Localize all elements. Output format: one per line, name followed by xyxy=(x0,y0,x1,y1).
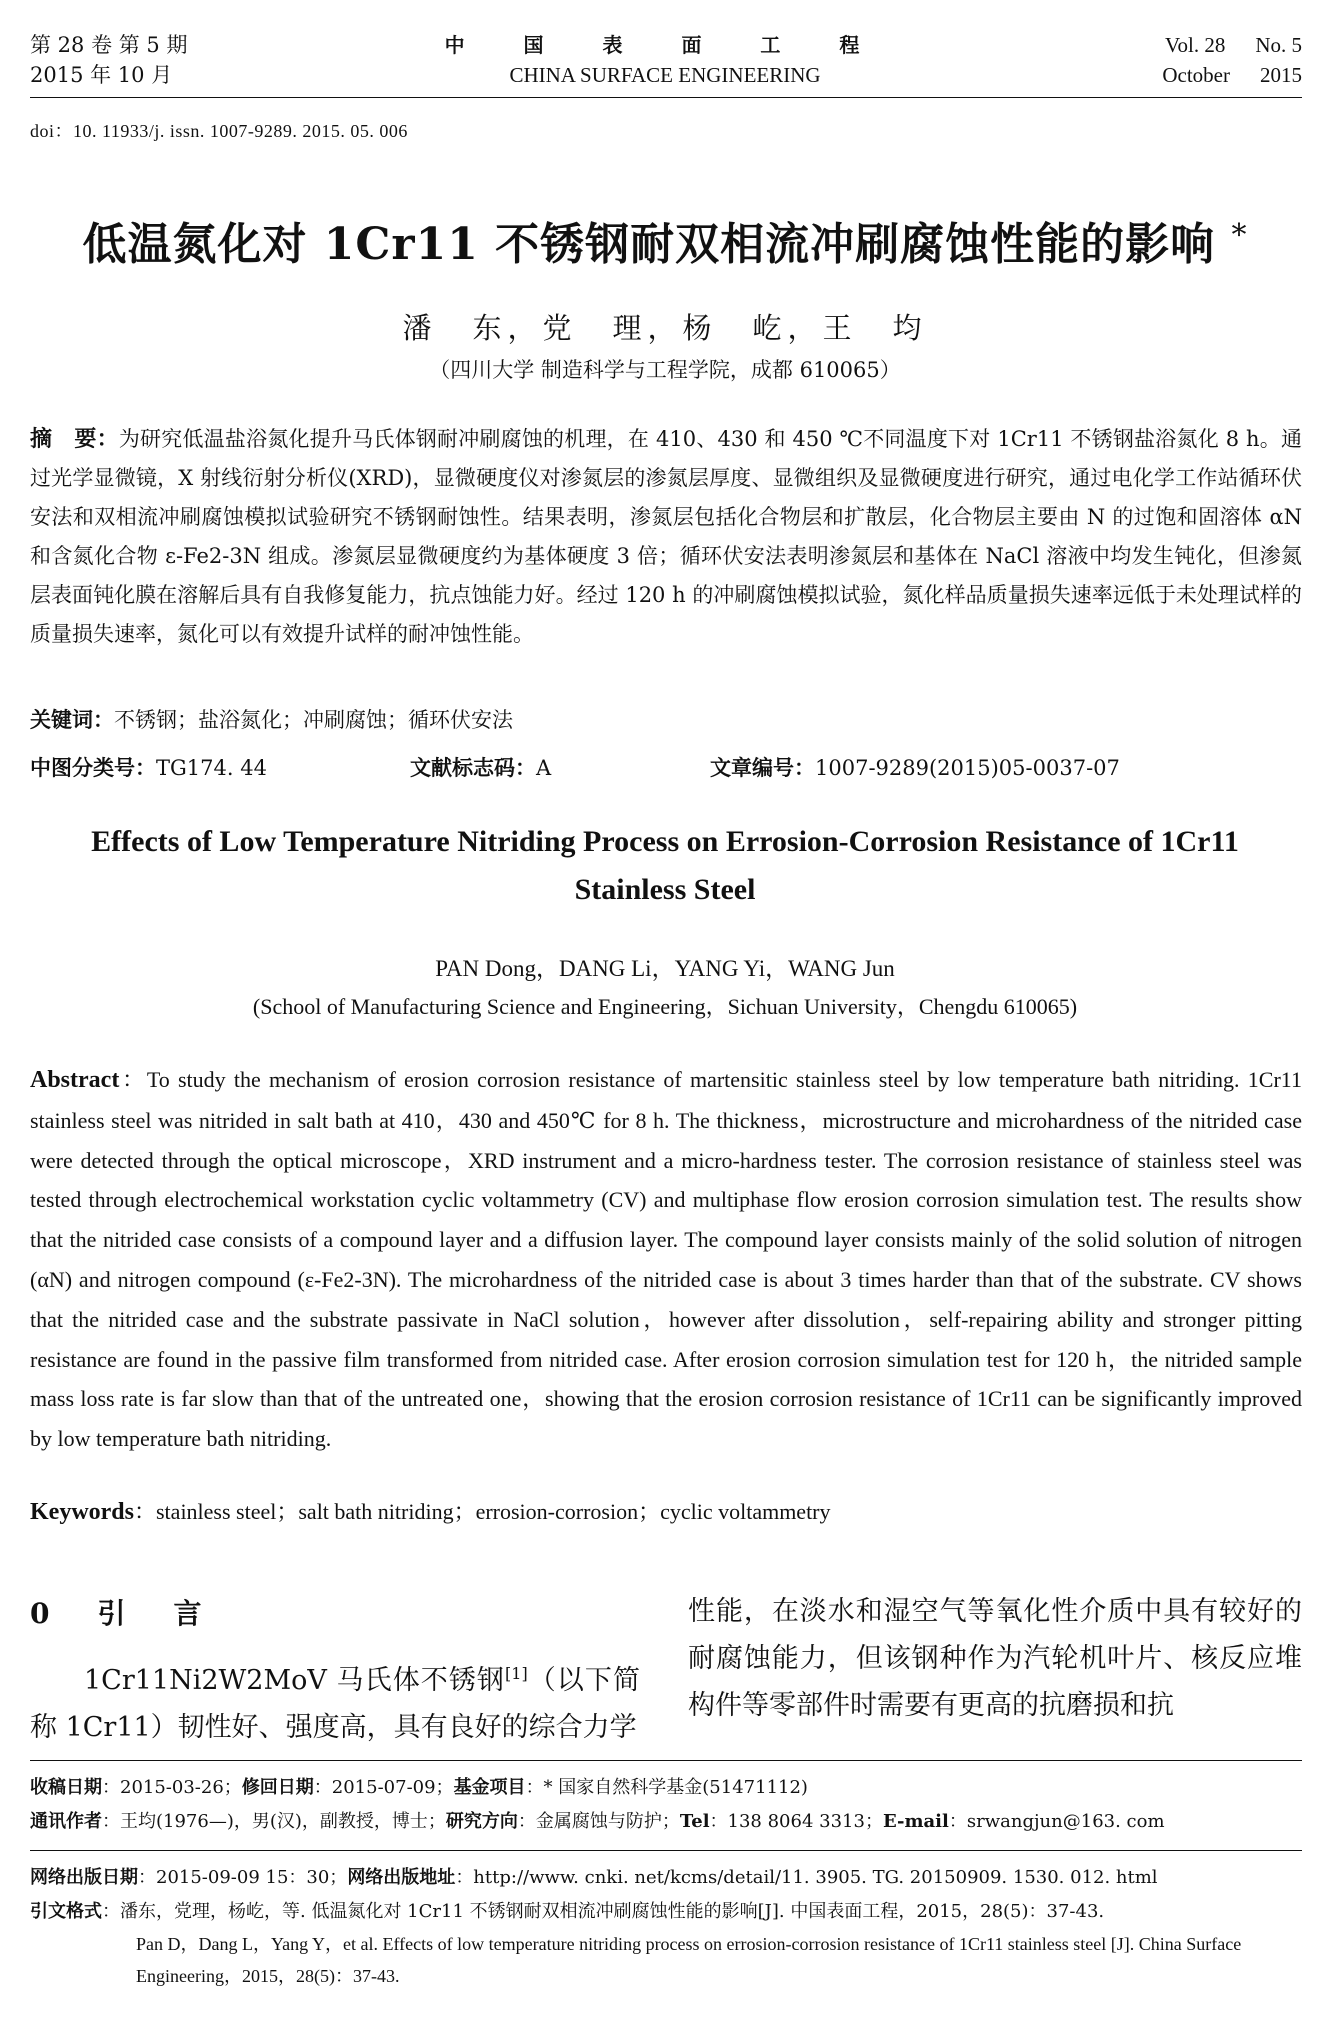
tel-label: Tel xyxy=(679,1811,710,1832)
intro-left-column xyxy=(30,1650,640,1751)
doc-code-label: 文献标志码： xyxy=(410,755,536,780)
author-label: 通讯作者 xyxy=(30,1811,102,1832)
online-url-label: 网络出版地址 xyxy=(347,1867,456,1888)
research-value: ：金属腐蚀与防护； xyxy=(517,1811,680,1832)
keywords-en xyxy=(30,1495,831,1526)
affiliation-zh: （四川大学 制造科学与工程学院，成都 610065） xyxy=(429,358,901,382)
volume-en: Vol. 28 xyxy=(1165,33,1226,57)
affiliation-en: (School of Manufacturing Science and Engineering，Sichuan University，Chengdu 610065) xyxy=(252,994,1078,1019)
classification-row xyxy=(30,752,1302,782)
abstract-zh xyxy=(30,420,1302,654)
journal-name-zh: 中 国 表 面 工 程 xyxy=(444,33,886,57)
fund-value: ：* 国家自然科学基金(51471112) xyxy=(525,1777,808,1798)
fund-label: 基金项目 xyxy=(453,1777,526,1798)
header-center xyxy=(0,30,1330,90)
intro-reference-1: [1] xyxy=(505,1664,528,1683)
keywords-en-text: ：stainless steel；salt bath nitriding；errosion-corrosion；cyclic voltammetry xyxy=(134,1499,831,1524)
title-en: Effects of Low Temperature Nitriding Process on Errosion-Corrosion Resistance of 1Cr11 Stainless Steel xyxy=(91,825,1239,906)
footnote-online xyxy=(30,1862,1158,1894)
abstract-zh-label: 摘 要： xyxy=(30,426,119,452)
received-value: ：2015-03-26； xyxy=(102,1777,242,1798)
header-right xyxy=(1162,30,1302,90)
doi: doi：10. 11933/j. issn. 1007-9289. 2015. 05. 006 xyxy=(30,121,408,141)
revised-label: 修回日期 xyxy=(241,1777,314,1798)
keywords-zh xyxy=(30,704,513,734)
clc-value: TG174. 44 xyxy=(156,756,267,780)
volume-issue-zh: 第 28 卷 第 5 期 xyxy=(30,33,188,57)
keywords-zh-label: 关键词： xyxy=(30,707,114,732)
author-value: ：王均(1976—)，男(汉)，副教授，博士； xyxy=(102,1811,446,1832)
title-zh-text: 低温氮化对 1Cr11 不锈钢耐双相流冲刷腐蚀性能的影响 xyxy=(82,219,1216,270)
footnote-rule xyxy=(30,1760,1302,1761)
intro-heading: 0 引 言 xyxy=(30,1597,212,1630)
footnote-citation xyxy=(30,1896,1302,1992)
journal-name-en: CHINA SURFACE ENGINEERING xyxy=(509,63,821,87)
article-no-value: 1007-9289(2015)05-0037-07 xyxy=(815,756,1120,780)
doc-code-value: A xyxy=(536,756,552,780)
intro-left-part1: 1Cr11Ni2W2MoV 马氏体不锈钢 xyxy=(84,1665,506,1696)
clc-label: 中图分类号： xyxy=(30,755,156,780)
title-zh xyxy=(0,208,1330,272)
article-no-label: 文章编号： xyxy=(710,755,815,780)
footnote-rule-2 xyxy=(30,1850,1302,1851)
footnote-author xyxy=(30,1806,1165,1838)
year-en: 2015 xyxy=(1260,63,1302,87)
intro-left-part2: （以下简称 1Cr11）韧性好、强度高，具有良好的综合力学 xyxy=(30,1665,641,1743)
month-en: October xyxy=(1162,63,1230,87)
title-footnote-mark: * xyxy=(1231,218,1248,253)
keywords-zh-text: 不锈钢；盐浴氮化；冲刷腐蚀；循环伏安法 xyxy=(114,708,513,732)
revised-value: ：2015-07-09； xyxy=(313,1777,454,1798)
date-zh: 2015 年 10 月 xyxy=(30,63,173,87)
research-label: 研究方向 xyxy=(445,1811,518,1832)
online-date-value: ：2015-09-09 15：30； xyxy=(138,1867,348,1888)
email-label: E-mail xyxy=(882,1811,949,1832)
intro-right-column: 性能，在淡水和湿空气等氧化性介质中具有较好的耐腐蚀能力，但该钢种作为汽轮机叶片、核反应堆构件等零部件时需要有更高的抗磨损和抗 xyxy=(688,1596,1302,1721)
authors-en: PAN Dong，DANG Li，YANG Yi，WANG Jun xyxy=(435,956,895,981)
cite-en: Pan D，Dang L，Yang Y，et al. Effects of low temperature nitriding process on errosion-corrosion resistance of 1Cr11 stainless steel [J]. China Surface Engineering，2015，28(5)：37-43. xyxy=(136,1934,1242,1986)
abstract-en-label: Abstract xyxy=(30,1067,120,1093)
email-value: ：srwangjun@163. com xyxy=(948,1811,1165,1832)
footnote-dates xyxy=(30,1772,808,1804)
tel-value: ：138 8064 3313； xyxy=(709,1811,883,1832)
received-label: 收稿日期 xyxy=(30,1777,102,1798)
online-url-value[interactable]: ：http://www. cnki. net/kcms/detail/11. 3905. TG. 20150909. 1530. 012. html xyxy=(455,1867,1158,1888)
online-date-label: 网络出版日期 xyxy=(30,1867,138,1888)
issue-en: No. 5 xyxy=(1255,33,1302,57)
abstract-en-text: ：To study the mechanism of erosion corrosion resistance of martensitic stainless steel by low temperature bath nitriding. 1Cr11 stainless steel was nitrided in salt bath at 410，430 and 450℃ for 8 h. The thickness，microstructure and microhardness of the nitrided case were detected through the optical microscope，XRD instrument and a micro-hardness tester. The corrosion resistance of stainless steel was tested through electrochemical workstation cyclic voltammetry (CV) and multiphase flow erosion corrosion simulation test. The results show that the nitrided case consists of a compound layer and a diffusion layer. The compound layer consists mainly of the solid solution of nitrogen (αN) and nitrogen compound (ε-Fe2-3N). The microhardness of the nitrided case is about 3 times harder than that of the substrate. CV shows that the nitrided case and the substrate passivate in NaCl solution，however after dissolution，self-repairing ability and stronger pitting resistance are found in the passive film transformed from nitrided case. After erosion corrosion simulation test for 120 h，the nitrided sample mass loss rate is far slow than that of the untreated one，showing that the erosion corrosion resistance of 1Cr11 can be significantly improved by low temperature bath nitriding. xyxy=(30,1067,1302,1452)
abstract-zh-text: 为研究低温盐浴氮化提升马氏体钢耐冲刷腐蚀的机理，在 410、430 和 450 ℃不同温度下对 1Cr11 不锈钢盐浴氮化 8 h。通过光学显微镜，X 射线衍射分析仪(XRD)，显微硬度仪对渗氮层的渗氮层厚度、显微组织及显微硬度进行研究，通过电化学工作站循环伏安法和双相流冲刷腐蚀模拟试验研究不锈钢耐蚀性。结果表明，渗氮层包括化合物层和扩散层，化合物层主要由 N 的过饱和固溶体 αN 和含氮化合物 ε-Fe2-3N 组成。渗氮层显微硬度约为基体硬度 3 倍；循环伏安法表明渗氮层和基体在 NaCl 溶液中均发生钝化，但渗氮层表面钝化膜在溶解后具有自我修复能力，抗点蚀能力好。经过 120 h 的冲刷腐蚀模拟试验，氮化样品质量损失速率远低于未处理试样的质量损失速率，氮化可以有效提升试样的耐冲蚀性能。 xyxy=(30,427,1302,646)
keywords-en-label: Keywords xyxy=(30,1499,134,1525)
header-rule xyxy=(30,97,1302,98)
abstract-en xyxy=(30,1060,1302,1459)
cite-zh: ：潘东，党理，杨屹，等. 低温氮化对 1Cr11 不锈钢耐双相流冲刷腐蚀性能的影响[J]. 中国表面工程，2015，28(5)：37-43. xyxy=(102,1901,1105,1922)
authors-zh: 潘 东，党 理，杨 屹，王 均 xyxy=(402,311,928,345)
cite-label: 引文格式 xyxy=(30,1901,102,1922)
